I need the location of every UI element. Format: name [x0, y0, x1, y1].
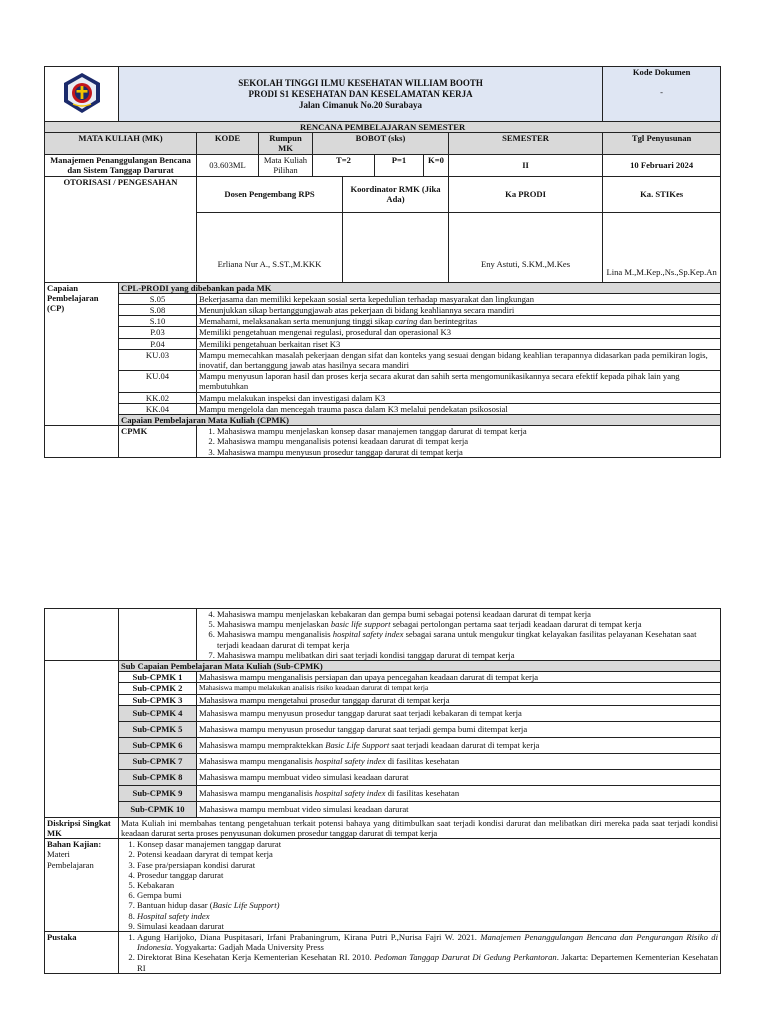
mk-rumpun: Mata Kuliah Pilihan [259, 154, 313, 176]
cpmk-item: 3. Mahasiswa mampu menyusun prosedur tanggap darurat di tempat kerja [217, 447, 718, 457]
cpmk-header: Capaian Pembelajaran Mata Kuliah (CPMK) [119, 415, 721, 426]
cpmk-label-left [45, 426, 119, 458]
subcpmk-label: Sub-CPMK 6 [119, 737, 197, 753]
bahan-item: 4. Prosedur tanggap darurat [137, 870, 718, 880]
cpmk-item: 6. Mahasiswa mampu menganalisis hospital safety index sebagai sarana untuk mengukur tingkat kelayakan fasilitas pelayanan Kesehatan saat terjadi keadaan darurat di tempat kerja [217, 629, 718, 649]
bahan-item: 5. Kebakaran [137, 880, 718, 890]
dosen-signature: Erliana Nur A., S.ST.,M.KKK [197, 212, 343, 282]
bahan-item: 3. Fase pra/persiapan kondisi darurat [137, 860, 718, 870]
subcpmk-label: Sub-CPMK 1 [119, 672, 197, 683]
subcpmk-label: Sub-CPMK 9 [119, 785, 197, 801]
dosen-label: Dosen Pengembang RPS [197, 176, 343, 212]
cp-label: Capaian Pembelajaran (CP) [45, 282, 119, 426]
cpl-header: CPL-PRODI yang dibebankan pada MK [119, 282, 721, 293]
pustaka-item: 1. Agung Harijoko, Diana Puspitasari, Irfani Prabaningrum, Kirana Putri P.,Nurisa Fajri W. 2021. Manajemen Penanggulangan Bencana dan Pengurangan Risiko di Indonesia. Yogyakarta: Gadjah Mada University Press [137, 932, 718, 952]
mk-kode: 03.603ML [197, 154, 259, 176]
cpmk-label-cont [119, 609, 197, 661]
rps-table-page2 [44, 608, 721, 974]
cpl-text: Memiliki pengetahuan mengenai regulasi, prosedural dan operasional K3 [197, 327, 721, 338]
bobot-p: P=1 [375, 154, 424, 176]
cpl-text: Memiliki pengetahuan berkaitan riset K3 [197, 338, 721, 349]
bahan-item: 9. Simulasi keadaan darurat [137, 921, 718, 931]
rps-table-page1 [44, 66, 721, 458]
cpmk-label: CPMK [119, 426, 197, 458]
header-line-1: SEKOLAH TINGGI ILMU KESEHATAN WILLIAM BOOTH [238, 77, 483, 88]
institution-logo [61, 71, 103, 115]
kode-dokumen-label: Kode Dokumen [632, 67, 691, 77]
bahan-item: 6. Gempa bumi [137, 890, 718, 900]
subcpmk-text: Mahasiswa mampu menganalisis persiapan dan upaya pencegahan keadaan darurat di tempat kerja [197, 672, 721, 683]
bahan-item: 2. Potensi keadaan daryrat di tempat kerja [137, 849, 718, 859]
subcpmk-text: Mahasiswa mampu menganalisis hospital safety index di fasilitas kesehatan [197, 785, 721, 801]
subcpmk-text: Mahasiswa mampu menyusun prosedur tanggap darurat saat terjadi kebakaran di tempat kerja [197, 705, 721, 721]
rps-title: RENCANA PEMBELAJARAN SEMESTER [45, 122, 721, 133]
bahan-item: 7. Bantuan hidup dasar (Basic Life Support) [137, 900, 718, 910]
cpl-text: Mampu memecahkan masalah pekerjaan dengan sifat dan konteks yang sesuai dengan bidang keahlian terapannya didasarkan pada pemikiran logis, inovatif, dan bertanggung jawab atas hasilnya secara mandiri [197, 349, 721, 370]
mk-name: Manajemen Penanggulangan Bencana dan Sistem Tanggap Darurat [45, 154, 197, 176]
subcpmk-text: Mahasiswa mampu menganalisis hospital safety index di fasilitas kesehatan [197, 753, 721, 769]
cpl-text: Menunjukkan sikap bertanggungjawab atas pekerjaan di bidang keahliannya secara mandiri [197, 305, 721, 316]
pustaka-label: Pustaka [45, 932, 119, 974]
logo-cell [45, 67, 119, 122]
tgl-header: Tgl Penyusunan [603, 133, 721, 154]
kode-dokumen-cell [603, 67, 721, 122]
bahan-item: 8. Hospital safety index [137, 911, 718, 921]
mk-tgl: 10 Februari 2024 [603, 154, 721, 176]
cpl-code: P.03 [119, 327, 197, 338]
deskripsi-label: Diskripsi Singkat MK [45, 817, 119, 838]
cpl-code: S.10 [119, 316, 197, 327]
kaprodi-label: Ka PRODI [449, 176, 603, 212]
rumpun-header: Rumpun MK [259, 133, 313, 154]
kastikes-label: Ka. STIKes [603, 176, 721, 212]
cpl-text: Mampu menyusun laporan hasil dan proses kerja secara akurat dan sahih serta mengomunikasikannya secara efektif kepada pihak lain yang membutuhkan [197, 371, 721, 392]
pustaka-list [119, 932, 721, 974]
header-line-2: PRODI S1 KESEHATAN DAN KESELAMATAN KERJA [248, 88, 473, 99]
bahan-item: 1. Konsep dasar manajemen tanggap darurat [137, 839, 718, 849]
cpl-text: Bekerjasama dan memiliki kepekaan sosial serta kepedulian terhadap masyarakat dan lingkungan [197, 293, 721, 304]
subcpmk-label: Sub-CPMK 2 [119, 683, 197, 694]
bahan-list [119, 839, 721, 932]
mk-header: MATA KULIAH (MK) [45, 133, 197, 154]
cpl-text: Mampu melakukan inspeksi dan investigasi dalam K3 [197, 392, 721, 403]
bahan-label: Bahan Kajian: Materi Pembelajaran [45, 839, 119, 932]
cpl-code: KK.02 [119, 392, 197, 403]
subcpmk-label: Sub-CPMK 3 [119, 694, 197, 705]
mk-semester: II [449, 154, 603, 176]
subcpmk-text: Mahasiswa mampu mengetahui prosedur tanggap darurat di tempat kerja [197, 694, 721, 705]
subcpmk-text: Mahasiswa mampu menyusun prosedur tanggap darurat saat terjadi gempa bumi ditempat kerja [197, 721, 721, 737]
cp-label-cont [45, 609, 119, 661]
cpmk-list-cont [197, 609, 721, 661]
cpmk-item: 4. Mahasiswa mampu menjelaskan kebakaran dan gempa bumi sebagai potensi keadaan darurat di tempat kerja [217, 609, 718, 619]
bobot-t: T=2 [313, 154, 375, 176]
subcpmk-text: Mahasiswa mampu mempraktekkan Basic Life Support saat terjadi keadaan darurat di tempat kerja [197, 737, 721, 753]
cpmk-item: 5. Mahasiswa mampu menjelaskan basic life support sebagai pertolongan pertama saat terjadi keadaan darurat di tempat kerja [217, 619, 718, 629]
subcpmk-text: Mahasiswa mampu membuat video simulasi keadaan darurat [197, 769, 721, 785]
cpl-code: KU.03 [119, 349, 197, 370]
subcpmk-label: Sub-CPMK 10 [119, 801, 197, 817]
koordinator-signature [343, 212, 449, 282]
otorisasi-label: OTORISASI / PENGESAHAN [45, 176, 197, 282]
subcpmk-label: Sub-CPMK 4 [119, 705, 197, 721]
cpl-code: KK.04 [119, 403, 197, 414]
cpmk-item: 2. Mahasiswa mampu menganalisis potensi keadaan darurat di tempat kerja [217, 436, 718, 446]
bobot-header: BOBOT (sks) [313, 133, 449, 154]
cpmk-item: 1. Mahasiswa mampu menjelaskan konsep dasar manajemen tanggap darurat di tempat kerja [217, 426, 718, 436]
subcpmk-label: Sub-CPMK 7 [119, 753, 197, 769]
semester-header: SEMESTER [449, 133, 603, 154]
subcpmk-label: Sub-CPMK 8 [119, 769, 197, 785]
subcpmk-text: Mahasiswa mampu melakukan analisis risiko keadaan darurat di tempat kerja [197, 683, 721, 694]
cpl-code: KU.04 [119, 371, 197, 392]
cpl-text: Mampu mengelola dan mencegah trauma pasca dalam K3 melalui pendekatan psikososial [197, 403, 721, 414]
kastikes-signature: Lina M.,M.Kep.,Ns.,Sp.Kep.An [603, 212, 721, 282]
subcpmk-text: Mahasiswa mampu membuat video simulasi keadaan darurat [197, 801, 721, 817]
subcpmk-header: Sub Capaian Pembelajaran Mata Kuliah (Sub-CPMK) [119, 661, 721, 672]
institution-header [119, 67, 603, 122]
cpmk-item: 7. Mahasiswa mampu melibatkan diri saat terjadi kondisi tanggap darurat di tempat kerja [217, 650, 718, 660]
koordinator-label: Koordinator RMK (Jika Ada) [343, 176, 449, 212]
bobot-k: K=0 [424, 154, 449, 176]
kaprodi-signature: Eny Astuti, S.KM.,M.Kes [449, 212, 603, 282]
kode-dokumen-value: - [660, 87, 664, 98]
cpl-code: P.04 [119, 338, 197, 349]
cpl-text: Memahami, melaksanakan serta menunjung tinggi sikap caring dan berintegritas [197, 316, 721, 327]
kode-header: KODE [197, 133, 259, 154]
header-line-3: Jalan Cimanuk No.20 Surabaya [299, 99, 423, 110]
cpmk-list [197, 426, 721, 458]
cpl-code: S.05 [119, 293, 197, 304]
subcpmk-left-cell [45, 661, 119, 818]
subcpmk-label: Sub-CPMK 5 [119, 721, 197, 737]
cpl-code: S.08 [119, 305, 197, 316]
deskripsi-text: Mata Kuliah ini membahas tentang pengetahuan terkait potensi bahaya yang ditimbulkan saat terjadi kondisi darurat dan melibatkan diri mereka pada saat terjadi kondisi keadaan darurat serta proses penyusunan dokumen prosedur tanggap darurat di tempat kerja [119, 817, 721, 838]
pustaka-item: 2. Direktorat Bina Kesehatan Kerja Kementerian Kesehatan RI. 2010. Pedoman Tanggap Darurat Di Gedung Perkantoran. Jakarta: Departemen Kementerian Kesehatan RI [137, 952, 718, 972]
